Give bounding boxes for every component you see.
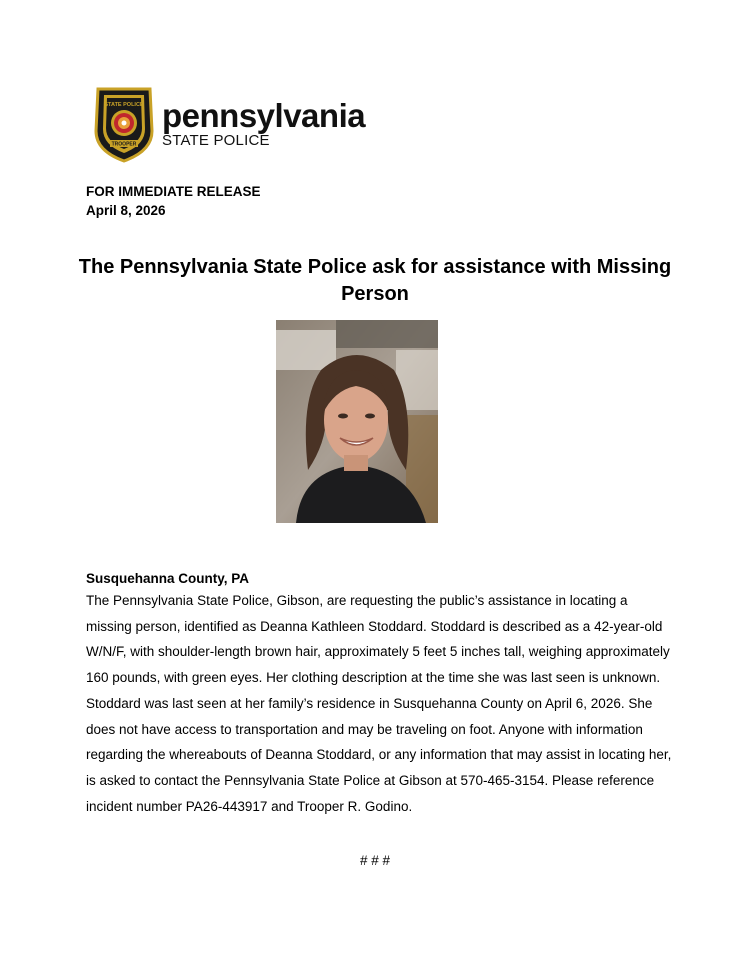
svg-text:TROOPER: TROOPER	[111, 141, 137, 148]
end-mark: # # #	[359, 853, 391, 868]
release-date: April 8, 2026	[86, 203, 166, 218]
location-dateline: Susquehanna County, PA	[86, 571, 250, 586]
logo-subtitle: STATE POLICE	[162, 131, 270, 149]
release-label: FOR IMMEDIATE RELEASE	[86, 184, 261, 199]
psp-logo	[92, 84, 365, 164]
svg-text:STATE POLICE: STATE POLICE	[104, 102, 144, 108]
headline: The Pennsylvania State Police ask for assistance with Missing Person	[78, 256, 672, 305]
press-release-body	[86, 570, 676, 819]
missing-person-photo	[276, 320, 438, 523]
state-police-badge-icon	[92, 85, 156, 163]
release-header	[86, 182, 261, 220]
body-paragraph: The Pennsylvania State Police, Gibson, are requesting the public’s assistance in locating a missing person, identified as Deanna Kathleen Stoddard. Stoddard is described as a 42-year-old W/N/F, with shoulder-length brown hair, approximately 5 feet 5 inches tall, weighing approximately 160 pounds, with green eyes. Her clothing description at the time she was last seen is unknown. Stoddard was last seen at her family’s residence in Susquehanna County on April 6, 2026. She does not have access to transportation and may be traveling on foot. Anyone with information regarding the whereabouts of Deanna Stoddard, or any information that may assist in locating her, is asked to contact the Pennsylvania State Police at Gibson at 570-465-3154. Please reference incident number PA26-443917 and Trooper R. Godino.	[86, 593, 672, 814]
logo-title: pennsylvania	[162, 96, 366, 134]
